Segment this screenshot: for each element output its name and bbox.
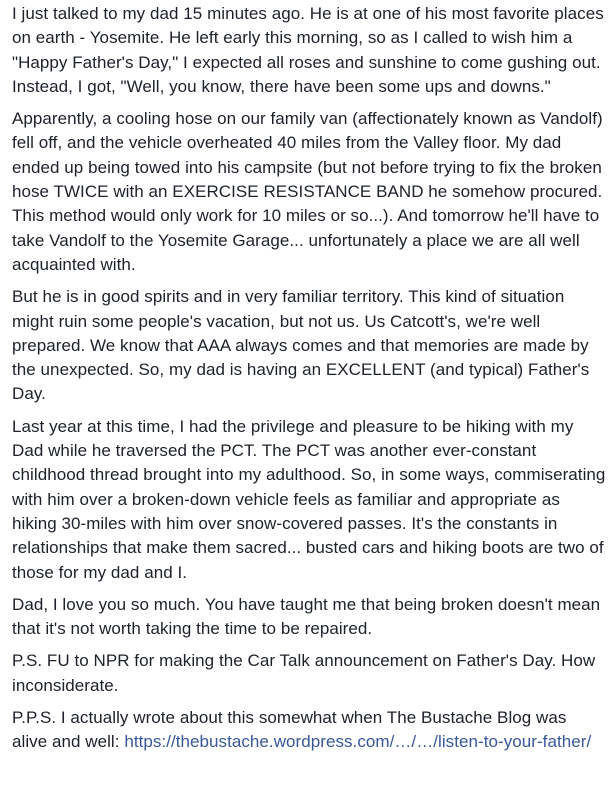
post-paragraph-2: Apparently, a cooling hose on our family van (affectionately known as Vandolf) fell off, and the vehicle overheated 40 miles from the Valley floor. My dad ended up being towed into his campsite (but not before trying to fix the broken hose TWICE with an EXERCISE RESISTANCE BAND he somehow procured. This method would only work for 10 miles or so...). And tomorrow he'll have to take Vandolf to the Yosemite Garage... unfortunately a place we are all well acquainted with. (12, 109, 603, 274)
post-paragraph-7-text: P.P.S. I actually wrote about this somewhat when The Bustache Blog was alive and well: (12, 708, 567, 752)
post-paragraph-4: Last year at this time, I had the privilege and pleasure to be hiking with my Dad while he traversed the PCT. The PCT was another ever-constant childhood thread brought into my adulthood. So, in some ways, commiserating with him over a broken-down vehicle feels as familiar and appropriate as hiking 30-miles with him over snow-covered passes. It's the constants in relationships that make them sacred... busted cars and hiking boots are two of those for my dad and I. (12, 416, 606, 582)
post-paragraph-1: I just talked to my dad 15 minutes ago. He is at one of his most favorite places on earth - Yosemite. He left early this morning, so as I called to wish him a "Happy Father's Day," I expected all roses and sunshine to come gushing out. Instead, I got, "Well, you know, there have been some ups and downs." (12, 4, 604, 96)
post-paragraph-3: But he is in good spirits and in very familiar territory. This kind of situation might ruin some people's vacation, but not us. Us Catcott's, we're well prepared. We know that AAA always comes and that memories are made by the unexpected. So, my dad is having an EXCELLENT (and typical) Father's Day. (12, 287, 590, 404)
post-paragraph-7 (12, 706, 606, 755)
post-paragraph-6: P.S. FU to NPR for making the Car Talk announcement on Father's Day. How inconsiderate. (12, 651, 596, 695)
post-paragraph-5: Dad, I love you so much. You have taught me that being broken doesn't mean that it's not worth taking the time to be repaired. (12, 594, 601, 639)
blog-link[interactable]: https://thebustache.wordpress.com/…/…/listen-to-your-father/ (124, 732, 592, 752)
